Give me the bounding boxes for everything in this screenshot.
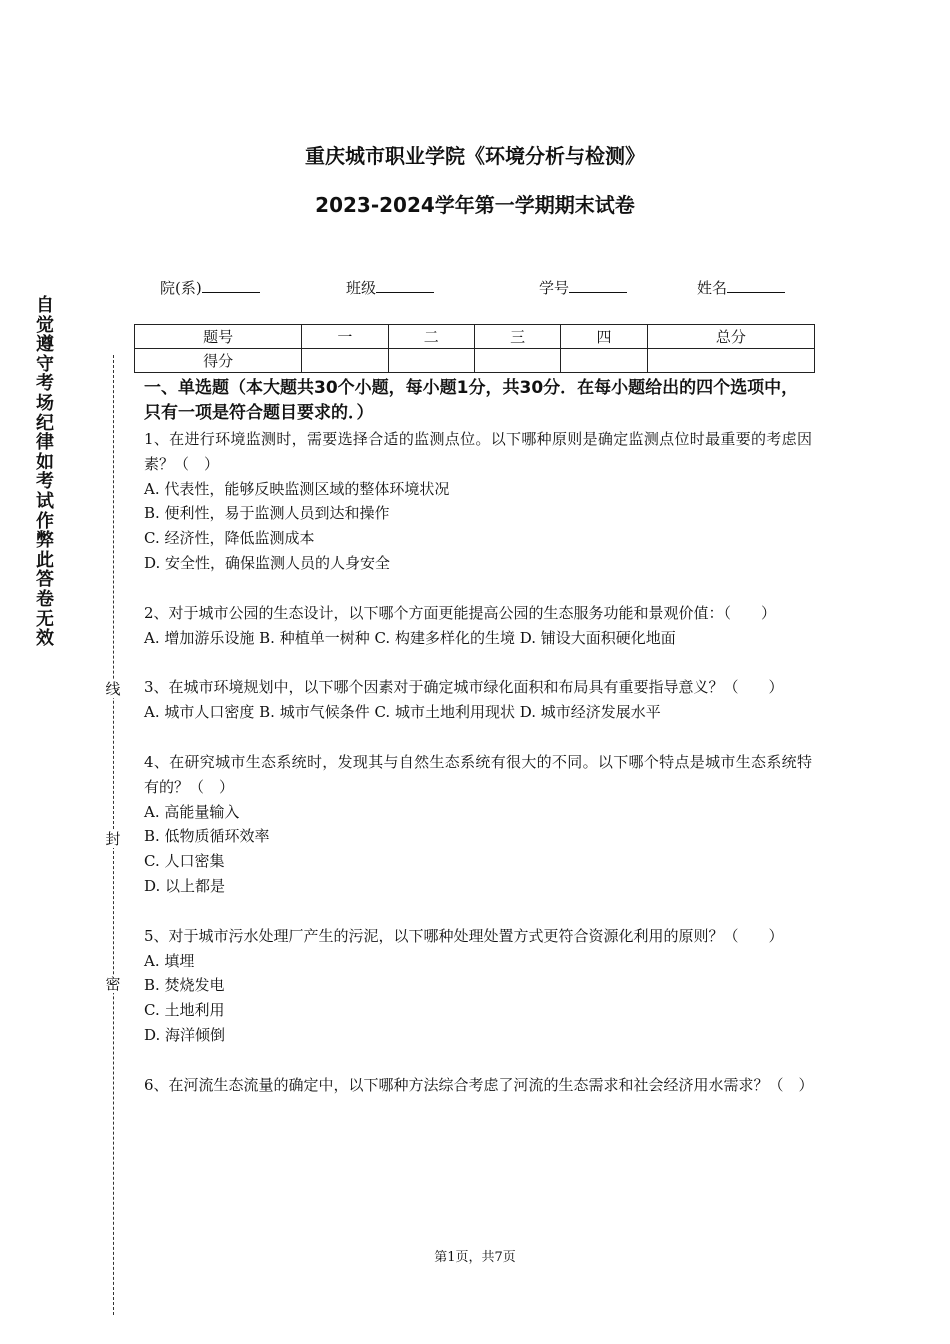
question-text: 1、在进行环境监测时，需要选择合适的监测点位。以下哪种原则是确定监测点位时最重要的考虑因素？（ ） [144,430,812,473]
score-header-cell: 二 [388,325,474,349]
option-c: C. 人口密集 [144,852,225,871]
option-b: B. 焚烧发电 [144,976,225,995]
option-c: C. 土地利用 [144,1001,225,1020]
option-b: B. 便利性，易于监测人员到达和操作 [144,504,390,523]
student-id-field: 学号 [539,276,627,298]
score-header-cell: 总分 [647,325,814,349]
question-2 [144,601,812,651]
name-field: 姓名 [697,276,785,298]
score-header-cell: 题号 [135,325,302,349]
binding-word-seal: 封 [105,830,121,848]
option-b: B. 低物质循环效率 [144,827,270,846]
exam-title-line2: 2023-2024学年第一学期期末试卷 [315,193,635,217]
question-3 [144,675,812,725]
score-table-row [135,349,815,373]
score-table-header [135,325,815,349]
score-table [134,324,815,373]
option-line: A. 增加游乐设施 B. 种植单一树种 C. 构建多样化的生境 D. 铺设大面积硬化地面 [144,628,676,647]
question-text: 4、在研究城市生态系统时，发现其与自然生态系统有很大的不同。以下哪个特点是城市生态系统特有的？（ ） [144,752,812,796]
score-cell [388,349,474,373]
question-4 [144,750,812,899]
student-info-row [160,276,800,298]
score-row-label: 得分 [135,349,302,373]
class-field: 班级 [346,276,434,298]
question-text: 2、对于城市公园的生态设计，以下哪个方面更能提高公园的生态服务功能和景观价值：（ ） [144,603,777,622]
question-text: 3、在城市环境规划中，以下哪个因素对于确定城市绿化面积和布局具有重要指导意义？（ ） [144,678,784,697]
page-footer: 第1页，共7页 [434,1250,516,1265]
score-cell [474,349,560,373]
question-text: 6、在河流生态流量的确定中，以下哪种方法综合考虑了河流的生态需求和社会经济用水需求？（ ） [144,1075,814,1094]
score-header-cell: 三 [474,325,560,349]
section-heading: 一、单选题（本大题共30个小题，每小题1分，共30分．在每小题给出的四个选项中，只有一项是符合题目要求的．） [144,378,799,423]
question-1 [144,427,812,576]
binding-word-line: 线 [105,680,121,698]
score-header-cell: 一 [302,325,388,349]
score-cell [647,349,814,373]
question-content [144,376,812,1098]
option-d: D. 海洋倾倒 [144,1025,226,1044]
option-d: D. 安全性，确保监测人员的人身安全 [144,553,391,572]
option-a: A. 填埋 [144,951,195,970]
question-6 [144,1073,812,1098]
option-a: A. 高能量输入 [144,802,240,821]
option-a: A. 代表性，能够反映监测区域的整体环境状况 [144,479,450,498]
score-header-cell: 四 [561,325,647,349]
option-c: C. 经济性，降低监测成本 [144,529,315,548]
option-line: A. 城市人口密度 B. 城市气候条件 C. 城市土地利用现状 D. 城市经济发展水平 [144,703,661,722]
department-field: 院(系) [160,276,260,298]
score-cell [561,349,647,373]
score-cell [302,349,388,373]
binding-word-secret: 密 [105,975,121,993]
exam-title-line1: 重庆城市职业学院《环境分析与检测》 [305,144,645,168]
exam-discipline-note: 自觉遵守考场纪律如考试作弊此答卷无效 [36,295,54,650]
question-5 [144,924,812,1048]
option-d: D. 以上都是 [144,876,226,895]
question-text: 5、对于城市污水处理厂产生的污泥，以下哪种处理处置方式更符合资源化利用的原则？（ ） [144,926,784,945]
